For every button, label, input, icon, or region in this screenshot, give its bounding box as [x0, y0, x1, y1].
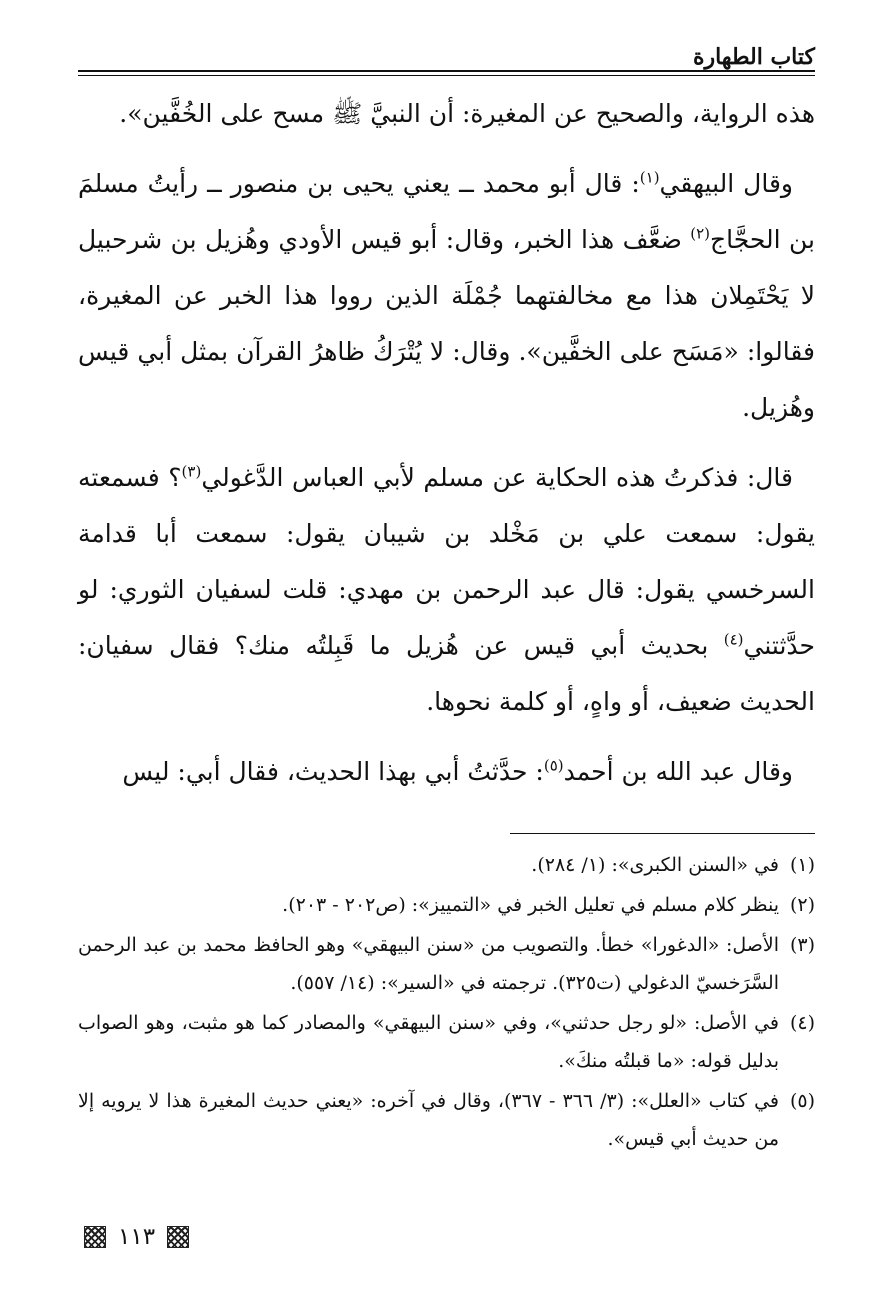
paragraph-3-text-c: بحديث أبي قيس عن هُزيل ما قَبِلتُه منك؟ فقال سفيان: الحديث ضعيف، أو واهٍ، أو كلمة نحوها.	[78, 631, 815, 716]
footnote-number: (٢)	[789, 894, 815, 916]
footnote-ref-1[interactable]: (١)	[639, 168, 660, 187]
paragraph-4-text-a: وقال عبد الله بن أحمد	[563, 757, 793, 786]
footnote-number: (٤)	[789, 1012, 815, 1034]
header-rule-thick	[78, 70, 815, 72]
header-rule-thin	[78, 75, 815, 76]
main-text	[78, 86, 815, 814]
footnote-text: ينظر كلام مسلم في تعليل الخبر في «التمييز»: (ص٢٠٢ - ٢٠٣).	[282, 894, 779, 916]
footnote-item	[78, 846, 815, 884]
footnote-ref-5[interactable]: (٥)	[543, 756, 564, 775]
paragraph-2	[78, 156, 815, 436]
footnote-number: (٣)	[789, 934, 815, 956]
footnote-text: في «السنن الكبرى»: (١/ ٢٨٤).	[531, 854, 779, 876]
footnote-item	[78, 1082, 815, 1158]
footnote-text: في كتاب «العلل»: (٣/ ٣٦٦ - ٣٦٧)، وقال في آخره: «يعني حديث المغيرة هذا لا يرويه إلا من حديث أبي قيس».	[78, 1090, 780, 1150]
footnote-text: في الأصل: «لو رجل حدثني»، وفي «سنن البيهقي» والمصادر كما هو مثبت، وهو الصواب بدليل قوله: «ما قبلتُه منكَ».	[78, 1012, 779, 1072]
paragraph-3-text-a: قال: فذكرتُ هذه الحكاية عن مسلم لأبي العباس الدَّغولي	[201, 463, 793, 492]
page-number: ١١٣	[118, 1224, 156, 1250]
paragraph-3	[78, 450, 815, 730]
ornament-icon	[84, 1226, 106, 1248]
paragraph-3-text-b: ؟ فسمعته يقول: سمعت علي بن مَخْلد بن شيبان يقول: سمعت أبا قدامة السرخسي يقول: قال عبد الرحمن بن مهدي: قلت لسفيان الثوري: لو حدَّثتني	[78, 463, 815, 660]
running-header-title: كتاب الطهارة	[692, 44, 815, 70]
footnote-separator	[510, 833, 815, 834]
footnote-ref-4[interactable]: (٤)	[723, 630, 744, 649]
paragraph-2-text-c: ضعَّف هذا الخبر، وقال: أبو قيس الأودي وهُزيل بن شرحبيل لا يَحْتَمِلان هذا مع مخالفتهما جُمْلَة الذين رووا هذا الخبر عن المغيرة، فقالوا: «مَسَح على الخفَّين». وقال: لا يُتْرَكُ ظاهرُ القرآن بمثل أبي قيس وهُزيل.	[78, 225, 815, 422]
ornament-icon	[167, 1226, 189, 1248]
paragraph-1-text: هذه الرواية، والصحيح عن المغيرة: أن النبيَّ ﷺ مسح على الخُفَّين».	[119, 99, 815, 128]
paragraph-1	[78, 86, 815, 142]
footnotes	[78, 846, 815, 1160]
footnote-number: (١)	[789, 854, 815, 876]
paragraph-4	[78, 744, 815, 800]
footnote-ref-3[interactable]: (٣)	[181, 462, 202, 481]
footnote-item	[78, 886, 815, 924]
footnote-item	[78, 926, 815, 1002]
paragraph-2-text-b: : قال أبو محمد ــ يعني يحيى بن منصور ــ رأيتُ مسلمَ بن الحجَّاج	[78, 169, 815, 254]
footnote-number: (٥)	[789, 1090, 815, 1112]
paragraph-2-text-a: وقال البيهقي	[659, 169, 793, 198]
footnote-text: الأصل: «الدغورا» خطأ. والتصويب من «سنن البيهقي» وهو الحافظ محمد بن عبد الرحمن السَّرَخسيّ الدغولي (ت٣٢٥). ترجمته في «السير»: (١٤/ ٥٥٧).	[78, 934, 779, 994]
footnote-item	[78, 1004, 815, 1080]
page-number-block	[84, 1224, 189, 1250]
footnote-ref-2[interactable]: (٢)	[690, 224, 710, 243]
paragraph-4-text-b: : حدَّثتُ أبي بهذا الحديث، فقال أبي: ليس	[122, 757, 544, 786]
